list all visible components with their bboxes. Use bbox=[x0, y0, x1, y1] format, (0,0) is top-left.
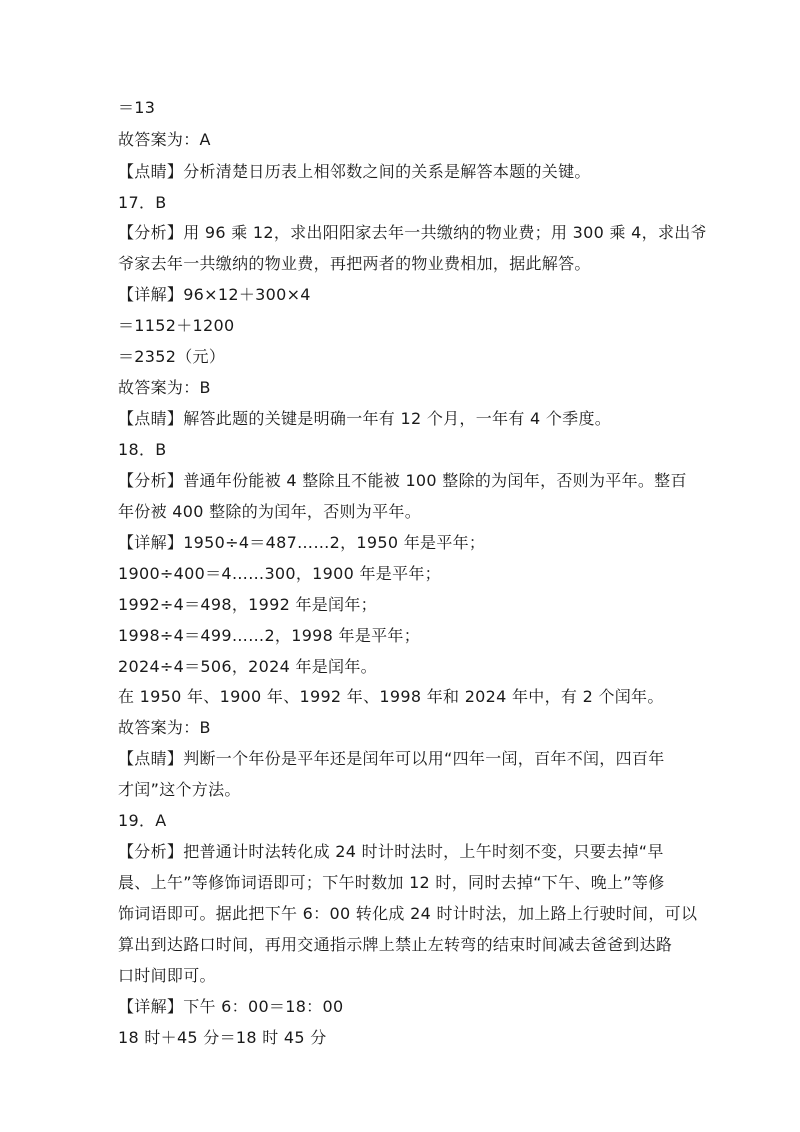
text-line: 1992÷4＝498，1992 年是闰年； bbox=[118, 595, 377, 614]
text-line: 【分析】把普通计时法转化成 24 时计时法时，上午时刻不变，只要去掉“早 bbox=[118, 842, 664, 861]
text-line: 【详解】96×12＋300×4 bbox=[118, 285, 311, 304]
text-line: 【点睛】解答此题的关键是明确一年有 12 个月，一年有 4 个季度。 bbox=[118, 409, 612, 428]
question-number: 17．B bbox=[118, 193, 167, 212]
text-line: 【详解】下午 6：00＝18：00 bbox=[118, 997, 344, 1016]
text-line: ＝13 bbox=[118, 98, 156, 117]
text-line: 故答案为：B bbox=[118, 718, 211, 737]
text-line: 1900÷400＝4……300，1900 年是平年； bbox=[118, 564, 441, 583]
text-line: 在 1950 年、1900 年、1992 年、1998 年和 2024 年中，有 2 个闰年。 bbox=[118, 687, 664, 706]
text-line: 18 时＋45 分＝18 时 45 分 bbox=[118, 1028, 327, 1047]
text-line: 算出到达路口时间，再用交通指示牌上禁止左转弯的结束时间减去爸爸到达路 bbox=[118, 935, 673, 954]
text-line: 【点睛】分析清楚日历表上相邻数之间的关系是解答本题的关键。 bbox=[118, 162, 591, 181]
text-line: 【分析】用 96 乘 12，求出阳阳家去年一共缴纳的物业费；用 300 乘 4，求出爷 bbox=[118, 223, 707, 242]
text-line: 晨、上午”等修饰词语即可；下午时数加 12 时，同时去掉“下午、晚上”等修 bbox=[118, 873, 665, 892]
question-number: 18．B bbox=[118, 440, 167, 459]
text-line: 故答案为：B bbox=[118, 378, 211, 397]
text-line: 2024÷4＝506，2024 年是闰年。 bbox=[118, 657, 377, 676]
text-line: 故答案为：A bbox=[118, 130, 211, 149]
text-line: 【分析】普通年份能被 4 整除且不能被 100 整除的为闰年，否则为平年。整百 bbox=[118, 471, 687, 490]
text-line: 1998÷4＝499……2，1998 年是平年； bbox=[118, 626, 421, 645]
text-line: 【详解】1950÷4＝487……2，1950 年是平年； bbox=[118, 533, 486, 552]
text-line: ＝2352（元） bbox=[118, 347, 226, 366]
text-line: 【点睛】判断一个年份是平年还是闰年可以用“四年一闰，百年不闰，四百年 bbox=[118, 749, 665, 768]
text-line: ＝1152＋1200 bbox=[118, 316, 235, 335]
text-line: 爷家去年一共缴纳的物业费，再把两者的物业费相加，据此解答。 bbox=[118, 254, 591, 273]
text-line: 年份被 400 整除的为闰年，否则为平年。 bbox=[118, 502, 422, 521]
text-line: 口时间即可。 bbox=[118, 966, 216, 985]
text-line: 才闰”这个方法。 bbox=[118, 780, 241, 799]
text-line: 饰词语即可。据此把下午 6：00 转化成 24 时计时法，加上路上行驶时间，可以 bbox=[118, 904, 698, 923]
question-number: 19．A bbox=[118, 811, 167, 830]
